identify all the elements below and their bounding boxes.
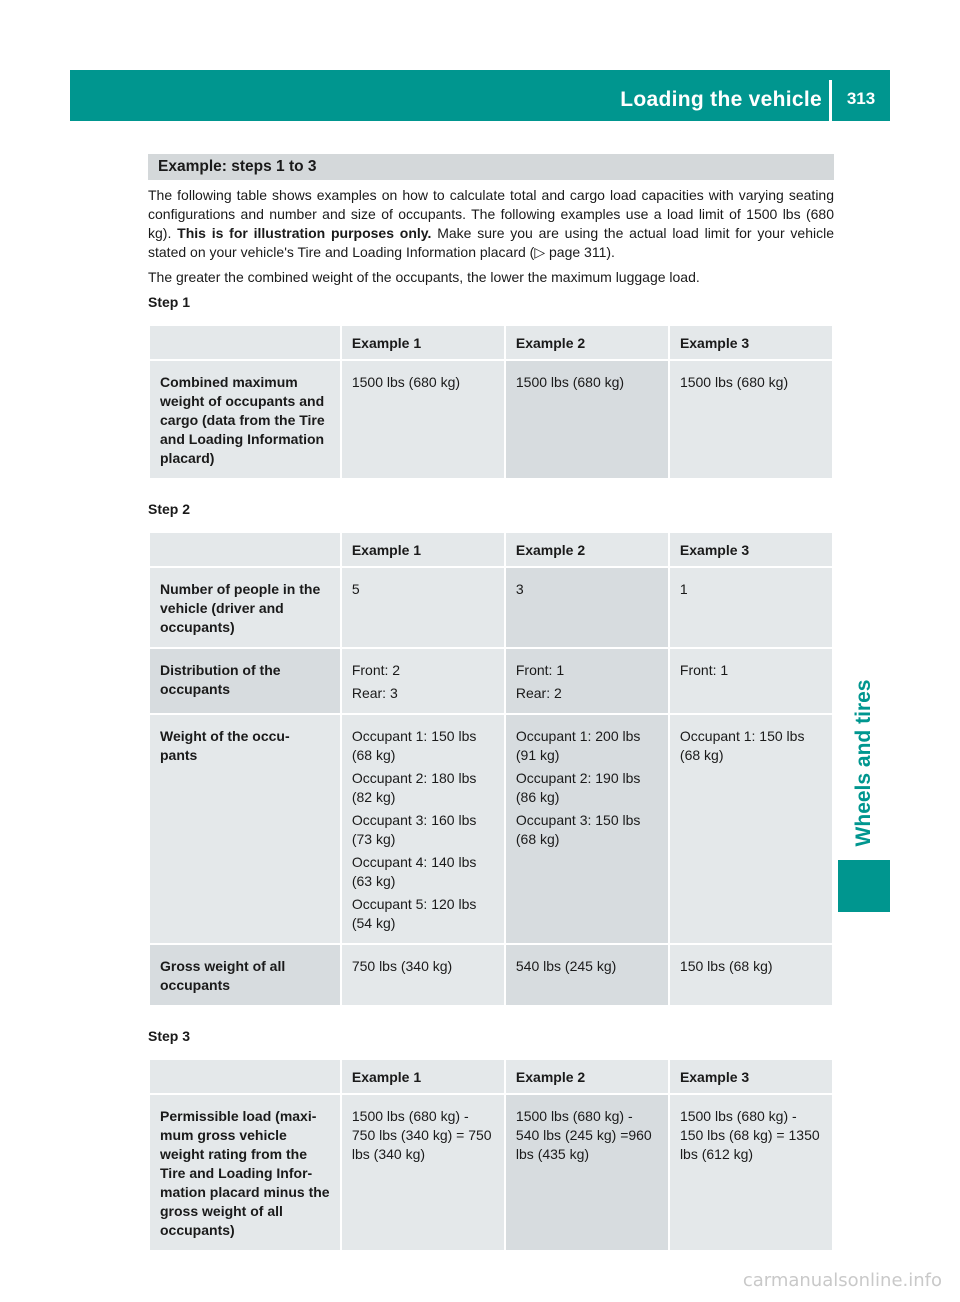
- table-cell: [341, 714, 505, 944]
- cell-line: Rear: 2: [515, 685, 562, 701]
- column-header: Example 3: [669, 532, 833, 567]
- header-title: Loading the vehicle: [620, 88, 822, 111]
- table-row: [149, 360, 833, 479]
- column-header: Example 2: [505, 1059, 669, 1094]
- cell-line: 150 lbs (68 kg): [679, 958, 773, 974]
- section-heading: Example: steps 1 to 3: [148, 154, 834, 180]
- cell-line: Occupant 3: 150 lbs (68 kg): [515, 812, 641, 847]
- site-watermark: carmanualsonline.info: [742, 1270, 942, 1291]
- table-cell: [505, 648, 669, 714]
- table-row: [149, 567, 833, 648]
- table-cell: [669, 567, 833, 648]
- step-1-table: [148, 324, 834, 480]
- page-header: [70, 70, 890, 121]
- cell-line: Occupant 5: 120 lbs (54 kg): [351, 896, 477, 931]
- table-cell: [669, 944, 833, 1006]
- cell-line: 5: [351, 581, 360, 597]
- cell-line: 1500 lbs (680 kg) - 750 lbs (340 kg) = 750 lbs (340 kg): [351, 1108, 492, 1162]
- intro-emphasis: This is for illustration purposes only.: [177, 225, 432, 241]
- cell-line: Occupant 2: 190 lbs (86 kg): [515, 770, 641, 805]
- cell-line: Front: 1: [679, 662, 729, 678]
- cell-line: Rear: 3: [351, 685, 398, 701]
- cell-line: 1500 lbs (680 kg): [679, 374, 789, 390]
- intro-text-continued: Make sure you are using the actual load limit for your vehicle stated on your vehicle's Tire and Loading Information placard (: [148, 225, 834, 260]
- cell-line: Occupant 4: 140 lbs (63 kg): [351, 854, 477, 889]
- cell-line: 750 lbs (340 kg): [351, 958, 453, 974]
- cell-line: 1: [679, 581, 688, 597]
- table-row: [149, 648, 833, 714]
- column-header: Example 3: [669, 325, 833, 360]
- chapter-tab-marker: [838, 860, 890, 912]
- table-cell: [341, 567, 505, 648]
- intro-text: The following table shows examples on how to calculate total and cargo load capacities with varying seating configurations and number and size of occupants. The following examples use a load limit of 1500 lbs (680 kg).: [148, 187, 834, 241]
- table-row: [149, 714, 833, 944]
- chapter-side-label: Wheels and tires: [852, 679, 875, 847]
- column-header: Example 1: [341, 325, 505, 360]
- table-corner: [149, 532, 341, 567]
- table-cell: [669, 714, 833, 944]
- row-label: Gross weight of all occupants: [149, 944, 341, 1006]
- cell-line: 1500 lbs (680 kg) - 540 lbs (245 kg) =960 lbs (435 kg): [515, 1108, 652, 1162]
- step-3-table: [148, 1058, 834, 1252]
- table-cell: [669, 360, 833, 479]
- table-cell: [505, 714, 669, 944]
- page-number: 313: [846, 89, 876, 108]
- cell-line: 540 lbs (245 kg): [515, 958, 617, 974]
- table-cell: [669, 1094, 833, 1251]
- step-2-label: Step 2: [148, 501, 191, 517]
- column-header: Example 1: [341, 1059, 505, 1094]
- step-3-label: Step 3: [148, 1028, 191, 1044]
- cell-line: Occupant 3: 160 lbs (73 kg): [351, 812, 477, 847]
- table-cell: [505, 360, 669, 479]
- table-cell: [341, 1094, 505, 1251]
- column-header: Example 2: [505, 532, 669, 567]
- table-cell: [669, 648, 833, 714]
- row-label: Weight of the occu- pants: [149, 714, 341, 944]
- table-cell: [341, 648, 505, 714]
- row-label: Combined maximum weight of occupants and cargo (data from the Tire and Loading Information placard): [149, 360, 341, 479]
- cell-line: Front: 2: [351, 662, 401, 678]
- row-label: Number of people in the vehicle (driver and occupants): [149, 567, 341, 648]
- table-cell: [341, 944, 505, 1006]
- row-label: Permissible load (maxi- mum gross vehicle weight rating from the Tire and Loading Infor- mation placard minus the gross weight of all occupants): [149, 1094, 341, 1251]
- intro-paragraph: [148, 186, 834, 262]
- table-row: [149, 944, 833, 1006]
- header-divider: [829, 80, 832, 121]
- table-cell: [341, 360, 505, 479]
- cell-line: Occupant 1: 200 lbs (91 kg): [515, 728, 641, 763]
- cell-line: Occupant 2: 180 lbs (82 kg): [351, 770, 477, 805]
- column-header: Example 1: [341, 532, 505, 567]
- cell-line: 1500 lbs (680 kg) - 150 lbs (68 kg) = 1350 lbs (612 kg): [679, 1108, 820, 1162]
- table-row: [149, 1094, 833, 1251]
- step-1-label: Step 1: [148, 294, 191, 310]
- table-corner: [149, 1059, 341, 1094]
- step-2-table: [148, 531, 834, 1007]
- cell-line: 3: [515, 581, 524, 597]
- cell-line: 1500 lbs (680 kg): [351, 374, 461, 390]
- luggage-note: The greater the combined weight of the occupants, the lower the maximum luggage load.: [148, 269, 700, 285]
- row-label: Distribution of the occupants: [149, 648, 341, 714]
- cell-line: Front: 1: [515, 662, 565, 678]
- table-corner: [149, 325, 341, 360]
- page-reference-link[interactable]: page 311: [545, 244, 607, 260]
- cell-line: 1500 lbs (680 kg): [515, 374, 625, 390]
- column-header: Example 2: [505, 325, 669, 360]
- cell-line: Occupant 1: 150 lbs (68 kg): [351, 728, 477, 763]
- cell-line: Occupant 1: 150 lbs (68 kg): [679, 728, 805, 763]
- column-header: Example 3: [669, 1059, 833, 1094]
- table-cell: [505, 944, 669, 1006]
- table-cell: [505, 1094, 669, 1251]
- page-reference-arrow-icon: ▷: [534, 244, 546, 260]
- table-cell: [505, 567, 669, 648]
- main-content: [148, 154, 834, 1252]
- intro-text-end: ).: [606, 244, 615, 260]
